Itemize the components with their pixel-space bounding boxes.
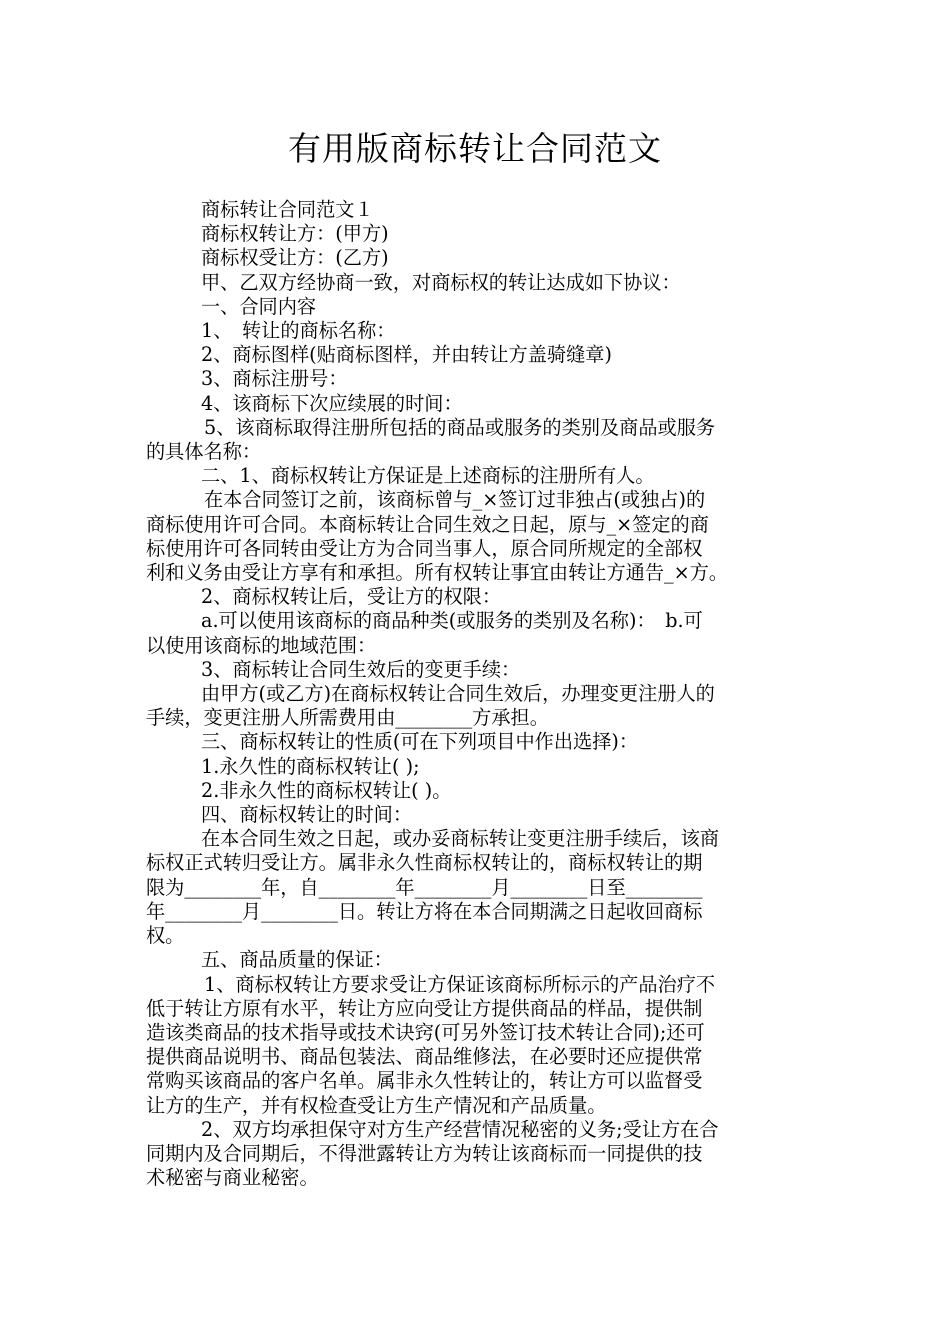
document-line: 标权正式转归受让方。属非永久性商标权转让的，商标权转让的期 [146, 851, 703, 875]
document-line: 二、1、商标权转让方保证是上述商标的注册所有人。 [201, 464, 655, 488]
document-line: 2、商标图样(贴商标图样，并由转让方盖骑缝章) [201, 343, 612, 367]
document-line: 4、该商标下次应续展的时间： [201, 391, 463, 415]
document-line: 同期内及合同期后，不得泄露转让方为转让该商标而一同提供的技 [146, 1141, 703, 1165]
document-line: 商标使用许可合同。本商标转让合同生效之日起，原与_×签定的商 [146, 512, 709, 536]
document-line: 甲、乙双方经协商一致，对商标权的转让达成如下协议： [201, 270, 681, 294]
document-line: 让方的生产，并有权检查受让方生产情况和产品质量。 [146, 1093, 607, 1117]
document-line: 3、商标注册号： [201, 367, 348, 391]
document-line: 五、商品质量的保证： [201, 948, 393, 972]
document-line: 3、商标转让合同生效后的变更手续： [201, 657, 521, 681]
document-line: 2、商标权转让后，受让方的权限： [201, 585, 502, 609]
document-line: 2.非永久性的商标权转让( )。 [201, 778, 452, 802]
document-line: 商标转让合同范文１ [201, 198, 374, 221]
document-line: 造该类商品的技术指导或技术诀窍(可另外签订技术转让合同);还可 [146, 1020, 705, 1044]
document-line: 以使用该商标的地域范围： [146, 633, 377, 657]
document-line: 商标权受让方：(乙方) [201, 246, 389, 270]
document-line: 限为________年，自________年________月________日至________ [146, 875, 703, 899]
document-line: 提供商品说明书、商品包装法、商品维修法，在必要时还应提供常 [146, 1045, 703, 1069]
document-line: 5、该商标取得注册所包括的商品或服务的类别及商品或服务 [204, 415, 716, 439]
document-line: 四、商标权转让的时间： [201, 803, 413, 827]
document-line: 常购买该商品的客户名单。属非永久性转让的，转让方可以监督受 [146, 1069, 703, 1093]
document-line: a.可以使用该商标的商品种类(或服务的类别及名称)： b.可 [201, 609, 703, 633]
document-line: 的具体名称： [146, 440, 262, 464]
document-line: 在本合同签订之前，该商标曾与_×签订过非独占(或独占)的 [204, 488, 706, 512]
document-line: 1、 转让的商标名称： [201, 319, 396, 343]
document-line: 术秘密与商业秘密。 [146, 1166, 319, 1190]
document-line: 权。 [146, 924, 185, 948]
document-line: 由甲方(或乙方)在商标权转让合同生效后，办理变更注册人的 [201, 682, 715, 706]
document-line: 商标权转让方：(甲方) [201, 222, 389, 246]
document-line: 手续，变更注册人所需费用由________方承担。 [146, 706, 549, 730]
document-line: 1、商标权转让方要求受让方保证该商标所标示的产品治疗不 [204, 972, 716, 996]
document-title: 有用版商标转让合同范文 [288, 129, 662, 168]
document-line: 低于转让方原有水平，转让方应向受让方提供商品的样品，提供制 [146, 996, 703, 1020]
document-body [146, 198, 814, 1190]
document-line: 三、商标权转让的性质(可在下列项目中作出选择)： [201, 730, 639, 754]
document-line: 在本合同生效之日起，或办妥商标转让变更注册手续后，该商 [201, 827, 720, 851]
document-line: 一、合同内容 [201, 294, 317, 318]
document-line: 利和义务由受让方享有和承担。所有权转让事宜由转让方通告_×方。 [146, 561, 729, 585]
document-line: 1.永久性的商标权转让( ); [201, 754, 420, 778]
document-line: 2、双方均承担保守对方生产经营情况秘密的义务;受让方在合 [201, 1117, 719, 1141]
document-line: 年________月________日。转让方将在本合同期满之日起收回商标 [146, 899, 703, 923]
document-line: 标使用许可各同转由受让方为合同当事人，原合同所规定的全部权 [146, 536, 703, 560]
